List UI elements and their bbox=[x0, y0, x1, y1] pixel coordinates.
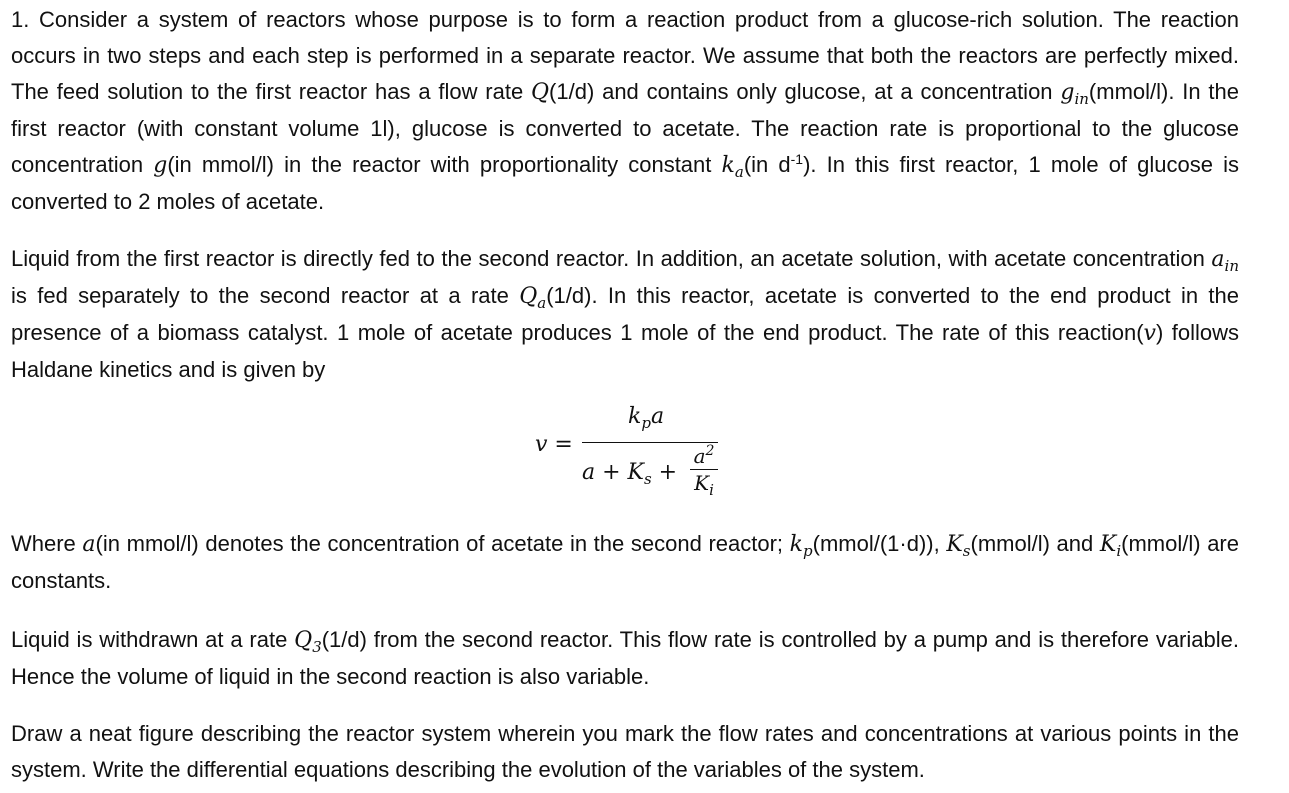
text-span: (mmol/l) are constants. bbox=[11, 531, 1239, 593]
math-symbol: k bbox=[721, 153, 735, 178]
haldane-equation bbox=[525, 402, 765, 506]
equation-numerator bbox=[628, 404, 665, 432]
text-span: Where bbox=[11, 531, 83, 556]
text-span: is fed separately to the second reactor at a rate bbox=[11, 283, 520, 308]
math-K-i bbox=[1099, 532, 1122, 560]
math-symbol: k bbox=[628, 404, 642, 429]
math-symbol: K bbox=[694, 471, 710, 495]
math-g: g bbox=[153, 153, 168, 178]
math-subscript: p bbox=[803, 542, 813, 560]
inner-fraction-bar bbox=[690, 469, 718, 470]
math-Q-3 bbox=[294, 628, 322, 656]
math-symbol: Q bbox=[531, 80, 550, 105]
inner-numerator bbox=[690, 444, 718, 468]
paragraph-1 bbox=[11, 2, 1239, 220]
equation-denominator bbox=[582, 460, 678, 488]
math-symbol: Q bbox=[519, 284, 538, 309]
math-Q bbox=[531, 80, 549, 105]
math-symbol: a bbox=[1211, 247, 1225, 272]
math-symbol: a bbox=[650, 404, 665, 429]
math-subscript: a bbox=[734, 163, 744, 181]
math-symbol: Q bbox=[294, 628, 313, 653]
math-subscript: in bbox=[1224, 257, 1239, 275]
math-subscript: i bbox=[709, 481, 714, 499]
text-span: ). In this first reactor, 1 mole of glucose is converted to 2 moles of acetate. bbox=[11, 152, 1240, 214]
math-v: v bbox=[1143, 321, 1156, 346]
text-span: Liquid is withdrawn at a rate bbox=[11, 627, 295, 652]
math-symbol: a + K bbox=[582, 460, 644, 485]
text-span: (mmol/(1·d)), bbox=[812, 531, 947, 556]
math-k-a bbox=[721, 153, 744, 181]
inner-denominator bbox=[690, 471, 718, 499]
paragraph-3 bbox=[11, 526, 1239, 599]
math-symbol: + bbox=[651, 460, 678, 485]
math-symbol: K bbox=[946, 532, 963, 557]
math-symbol: g bbox=[1060, 80, 1075, 105]
math-subscript: a bbox=[537, 294, 547, 312]
math-a: a bbox=[82, 532, 96, 557]
text-span: 1. Consider a system of reactors whose purpose is to form a reaction product from a glucose-rich solution. The reaction occurs in two steps and each step is performed in a separate reactor. We assume that both the reactors are perfectly mixed. The feed solution to the first reactor has a flow rate bbox=[11, 7, 1239, 104]
math-symbol: k bbox=[789, 532, 804, 557]
math-k-p bbox=[789, 532, 813, 560]
text-span: ) follows Haldane kinetics and is given by bbox=[11, 320, 1240, 382]
text-span: (in mmol/l) denotes the concentration of acetate in the second reactor; bbox=[95, 531, 790, 556]
math-Q-a bbox=[519, 284, 547, 312]
text-span: (mmol/l). In the first reactor (with constant volume 1l), glucose is converted to acetate. The reaction rate is proportional to the glucose concentration bbox=[11, 79, 1240, 177]
math-g-in bbox=[1060, 80, 1089, 108]
superscript: -1 bbox=[790, 151, 804, 167]
text-span: Draw a neat figure describing the reactor system wherein you mark the flow rates and concentrations at various points in the system. Write the differential equations describing the evolution of the variables of the system. bbox=[11, 721, 1239, 782]
math-a-in bbox=[1211, 247, 1239, 275]
paragraph-2 bbox=[11, 241, 1239, 388]
math-subscript: i bbox=[1116, 542, 1122, 560]
fraction-bar bbox=[582, 442, 718, 443]
text-span: (1/d) from the second reactor. This flow rate is controlled by a pump and is therefore variable. Hence the volume of liquid in the second reaction is also variable. bbox=[11, 627, 1239, 689]
equation-lhs: v = bbox=[535, 432, 573, 457]
text-span: (1/d) and contains only glucose, at a concentration bbox=[549, 79, 1061, 104]
inner-fraction bbox=[690, 443, 718, 499]
math-subscript: s bbox=[643, 470, 652, 488]
text-span: Liquid from the first reactor is directly fed to the second reactor. In addition, an acetate solution, with acetate concentration bbox=[11, 246, 1212, 271]
paragraph-5 bbox=[11, 716, 1239, 788]
math-subscript: 3 bbox=[312, 638, 322, 656]
text-span: (in d bbox=[743, 152, 791, 177]
math-subscript: p bbox=[641, 414, 651, 432]
paragraph-4 bbox=[11, 622, 1239, 695]
math-symbol: a bbox=[693, 444, 706, 468]
text-span: (1/d). In this reactor, acetate is converted to the end product in the presence of a biomass catalyst. 1 mole of acetate produces 1 mole of the end product. The rate of this reaction( bbox=[11, 283, 1239, 345]
text-span: (mmol/l) and bbox=[970, 531, 1100, 556]
math-symbol: K bbox=[1099, 532, 1117, 557]
text-span: (in mmol/l) in the reactor with proportionality constant bbox=[167, 152, 722, 177]
math-subscript: in bbox=[1074, 90, 1089, 108]
math-superscript: 2 bbox=[705, 443, 715, 459]
math-subscript: s bbox=[962, 542, 971, 560]
math-K-s bbox=[946, 532, 971, 560]
